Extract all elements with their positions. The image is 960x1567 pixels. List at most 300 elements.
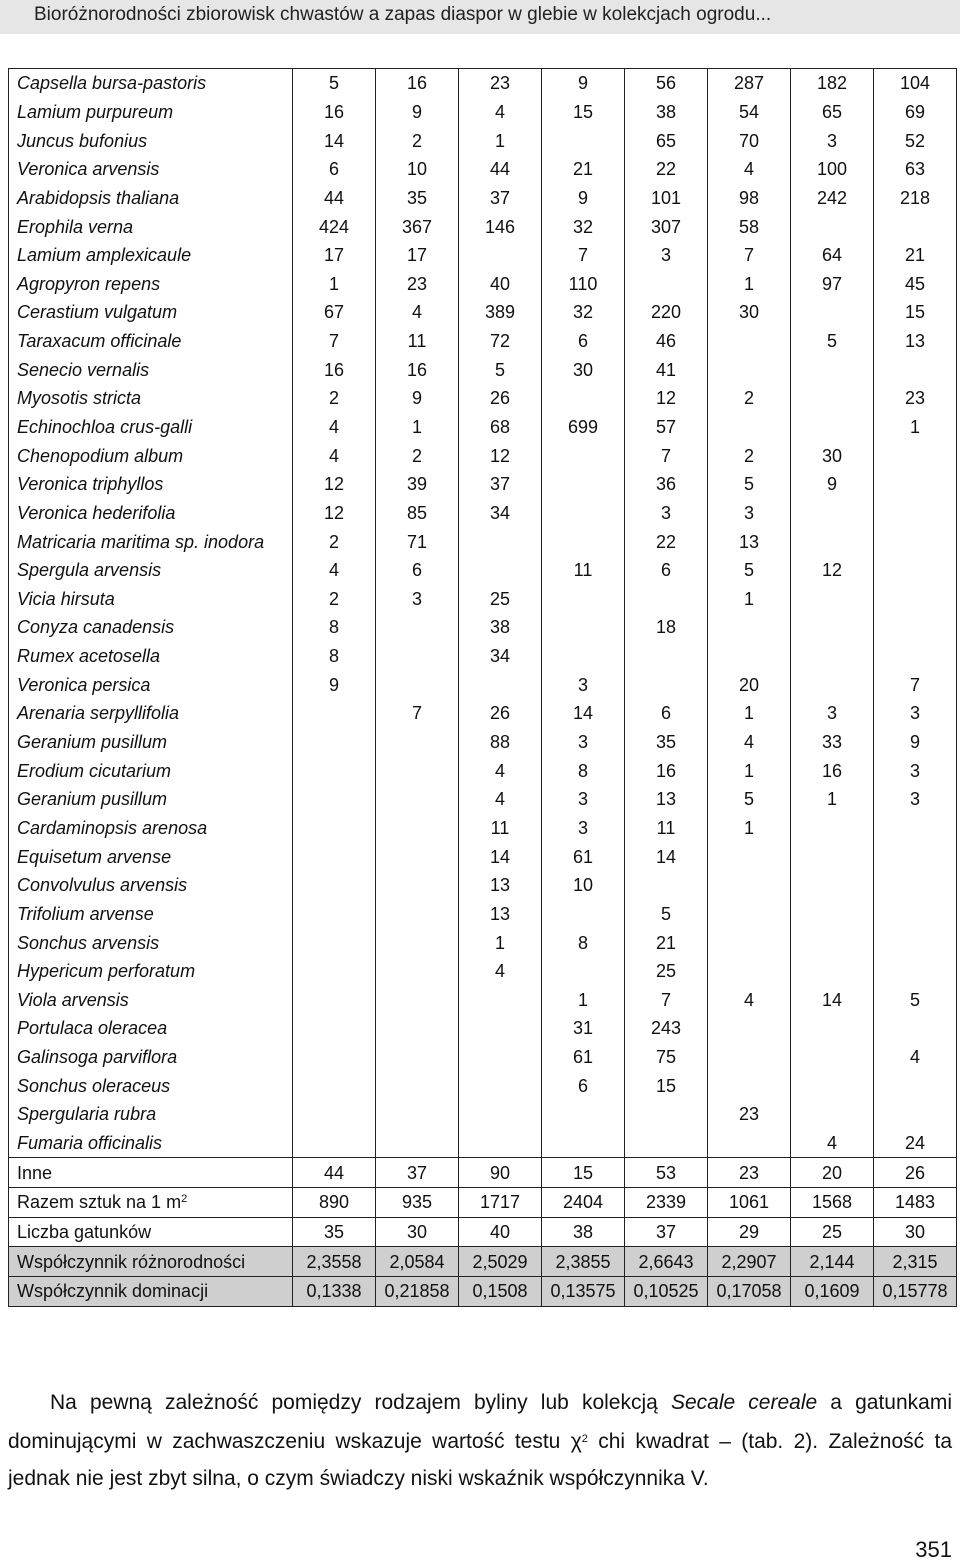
table-row xyxy=(9,1014,957,1043)
value-cell: 424 xyxy=(293,212,376,241)
value-cell: 13 xyxy=(874,327,957,356)
value-cell: 16 xyxy=(376,355,459,384)
species-name-cell: Viola arvensis xyxy=(9,986,293,1015)
value-cell: 37 xyxy=(459,184,542,213)
value-cell: 25 xyxy=(625,957,708,986)
value-cell: 3 xyxy=(874,756,957,785)
value-cell: 58 xyxy=(708,212,791,241)
value-cell: 243 xyxy=(625,1014,708,1043)
species-name-cell: Juncus bufonius xyxy=(9,126,293,155)
value-cell: 63 xyxy=(874,155,957,184)
value-cell: 15 xyxy=(874,298,957,327)
summary-label-cell xyxy=(9,1187,293,1217)
species-name-cell: Arabidopsis thaliana xyxy=(9,184,293,213)
value-cell xyxy=(542,900,625,929)
summary-value-cell: 2,3558 xyxy=(293,1247,376,1277)
value-cell xyxy=(874,585,957,614)
value-cell: 4 xyxy=(791,1129,874,1158)
species-name-cell: Convolvulus arvensis xyxy=(9,871,293,900)
value-cell xyxy=(874,642,957,671)
value-cell xyxy=(874,212,957,241)
summary-value-cell: 2,0584 xyxy=(376,1247,459,1277)
value-cell: 3 xyxy=(542,785,625,814)
summary-row xyxy=(9,1247,957,1277)
value-cell xyxy=(376,1071,459,1100)
value-cell: 52 xyxy=(874,126,957,155)
value-cell: 39 xyxy=(376,470,459,499)
value-cell: 57 xyxy=(625,413,708,442)
value-cell xyxy=(542,441,625,470)
value-cell: 85 xyxy=(376,499,459,528)
value-cell: 182 xyxy=(791,69,874,98)
value-cell: 1 xyxy=(708,269,791,298)
value-cell: 9 xyxy=(542,184,625,213)
value-cell: 3 xyxy=(376,585,459,614)
paragraph-superscript: 2 xyxy=(581,1433,588,1445)
value-cell: 218 xyxy=(874,184,957,213)
value-cell: 21 xyxy=(874,241,957,270)
summary-label: Inne xyxy=(17,1162,53,1183)
value-cell: 64 xyxy=(791,241,874,270)
value-cell xyxy=(791,670,874,699)
value-cell xyxy=(791,871,874,900)
species-name-cell: Veronica triphyllos xyxy=(9,470,293,499)
value-cell xyxy=(542,384,625,413)
species-name-cell: Myosotis stricta xyxy=(9,384,293,413)
value-cell xyxy=(542,470,625,499)
value-cell xyxy=(708,642,791,671)
summary-value-cell: 37 xyxy=(376,1158,459,1188)
value-cell: 72 xyxy=(459,327,542,356)
value-cell: 61 xyxy=(542,1043,625,1072)
value-cell: 699 xyxy=(542,413,625,442)
value-cell xyxy=(791,613,874,642)
value-cell: 104 xyxy=(874,69,957,98)
summary-value-cell: 35 xyxy=(293,1217,376,1247)
table-row xyxy=(9,642,957,671)
value-cell: 3 xyxy=(542,814,625,843)
table-row xyxy=(9,842,957,871)
table-row xyxy=(9,269,957,298)
value-cell: 16 xyxy=(293,98,376,127)
table-row xyxy=(9,441,957,470)
value-cell xyxy=(542,613,625,642)
species-name-cell: Hypericum perforatum xyxy=(9,957,293,986)
value-cell xyxy=(708,1071,791,1100)
value-cell xyxy=(791,527,874,556)
species-name-cell: Agropyron repens xyxy=(9,269,293,298)
value-cell xyxy=(874,1100,957,1129)
value-cell xyxy=(459,1014,542,1043)
value-cell xyxy=(874,499,957,528)
value-cell xyxy=(791,1014,874,1043)
summary-value-cell: 0,1508 xyxy=(459,1276,542,1306)
value-cell xyxy=(376,928,459,957)
value-cell xyxy=(791,1043,874,1072)
summary-value-cell: 0,1609 xyxy=(791,1276,874,1306)
summary-label-superscript: 2 xyxy=(181,1193,188,1206)
value-cell: 13 xyxy=(625,785,708,814)
running-header xyxy=(0,0,960,34)
value-cell: 14 xyxy=(791,986,874,1015)
value-cell: 1 xyxy=(708,699,791,728)
summary-value-cell: 2,315 xyxy=(874,1247,957,1277)
value-cell xyxy=(293,1014,376,1043)
value-cell: 23 xyxy=(376,269,459,298)
value-cell xyxy=(542,527,625,556)
table-row xyxy=(9,126,957,155)
value-cell: 4 xyxy=(459,785,542,814)
value-cell: 10 xyxy=(376,155,459,184)
value-cell xyxy=(791,1071,874,1100)
value-cell xyxy=(791,900,874,929)
table-row xyxy=(9,1043,957,1072)
value-cell: 75 xyxy=(625,1043,708,1072)
value-cell xyxy=(874,957,957,986)
value-cell: 34 xyxy=(459,642,542,671)
value-cell xyxy=(874,355,957,384)
table-row xyxy=(9,69,957,98)
value-cell: 4 xyxy=(708,728,791,757)
value-cell xyxy=(791,413,874,442)
value-cell: 31 xyxy=(542,1014,625,1043)
value-cell: 6 xyxy=(542,327,625,356)
value-cell: 4 xyxy=(708,155,791,184)
value-cell: 7 xyxy=(625,441,708,470)
value-cell: 23 xyxy=(708,1100,791,1129)
value-cell: 15 xyxy=(625,1071,708,1100)
value-cell: 22 xyxy=(625,527,708,556)
summary-value-cell: 29 xyxy=(708,1217,791,1247)
value-cell xyxy=(708,871,791,900)
species-name-cell: Vicia hirsuta xyxy=(9,585,293,614)
value-cell xyxy=(791,957,874,986)
value-cell xyxy=(874,470,957,499)
value-cell: 38 xyxy=(625,98,708,127)
value-cell: 26 xyxy=(459,699,542,728)
value-cell: 70 xyxy=(708,126,791,155)
value-cell: 389 xyxy=(459,298,542,327)
value-cell: 30 xyxy=(542,355,625,384)
value-cell xyxy=(459,1043,542,1072)
table-row xyxy=(9,814,957,843)
value-cell: 5 xyxy=(293,69,376,98)
value-cell xyxy=(625,642,708,671)
summary-value-cell: 2,6643 xyxy=(625,1247,708,1277)
value-cell: 242 xyxy=(791,184,874,213)
value-cell xyxy=(625,585,708,614)
species-name-cell: Lamium purpureum xyxy=(9,98,293,127)
value-cell: 34 xyxy=(459,499,542,528)
value-cell: 17 xyxy=(293,241,376,270)
value-cell: 30 xyxy=(708,298,791,327)
value-cell: 21 xyxy=(542,155,625,184)
value-cell: 4 xyxy=(293,413,376,442)
summary-value-cell: 1568 xyxy=(791,1187,874,1217)
value-cell: 110 xyxy=(542,269,625,298)
species-name-cell: Sonchus arvensis xyxy=(9,928,293,957)
value-cell xyxy=(874,613,957,642)
value-cell xyxy=(459,1071,542,1100)
summary-value-cell: 2,5029 xyxy=(459,1247,542,1277)
value-cell: 2 xyxy=(708,441,791,470)
summary-label-cell xyxy=(9,1158,293,1188)
table-row xyxy=(9,728,957,757)
value-cell: 24 xyxy=(874,1129,957,1158)
value-cell: 287 xyxy=(708,69,791,98)
table-row xyxy=(9,900,957,929)
value-cell xyxy=(293,1043,376,1072)
value-cell xyxy=(293,957,376,986)
species-name-cell: Cerastium vulgatum xyxy=(9,298,293,327)
value-cell: 38 xyxy=(459,613,542,642)
value-cell: 26 xyxy=(459,384,542,413)
value-cell xyxy=(376,785,459,814)
value-cell: 23 xyxy=(874,384,957,413)
species-name-cell: Cardaminopsis arenosa xyxy=(9,814,293,843)
table-row xyxy=(9,527,957,556)
value-cell: 5 xyxy=(708,470,791,499)
value-cell xyxy=(708,957,791,986)
value-cell xyxy=(376,957,459,986)
value-cell: 2 xyxy=(293,527,376,556)
species-name-cell: Geranium pusillum xyxy=(9,785,293,814)
species-name-cell: Veronica persica xyxy=(9,670,293,699)
value-cell: 3 xyxy=(625,499,708,528)
species-name-cell: Echinochloa crus-galli xyxy=(9,413,293,442)
value-cell: 5 xyxy=(791,327,874,356)
summary-value-cell: 40 xyxy=(459,1217,542,1247)
value-cell: 9 xyxy=(293,670,376,699)
summary-value-cell: 20 xyxy=(791,1158,874,1188)
value-cell: 30 xyxy=(791,441,874,470)
value-cell: 100 xyxy=(791,155,874,184)
table-row xyxy=(9,785,957,814)
value-cell: 16 xyxy=(376,69,459,98)
value-cell: 1 xyxy=(791,785,874,814)
table-row xyxy=(9,670,957,699)
species-name-cell: Conyza canadensis xyxy=(9,613,293,642)
summary-row xyxy=(9,1158,957,1188)
value-cell xyxy=(708,327,791,356)
value-cell: 307 xyxy=(625,212,708,241)
summary-value-cell: 38 xyxy=(542,1217,625,1247)
value-cell xyxy=(791,298,874,327)
body-paragraph xyxy=(8,1384,952,1497)
value-cell xyxy=(791,928,874,957)
value-cell: 6 xyxy=(625,556,708,585)
value-cell: 1 xyxy=(708,814,791,843)
summary-value-cell: 2,3855 xyxy=(542,1247,625,1277)
value-cell: 4 xyxy=(708,986,791,1015)
value-cell: 4 xyxy=(459,756,542,785)
value-cell xyxy=(625,1100,708,1129)
species-name-cell: Lamium amplexicaule xyxy=(9,241,293,270)
value-cell xyxy=(293,1129,376,1158)
value-cell: 2 xyxy=(708,384,791,413)
value-cell: 220 xyxy=(625,298,708,327)
value-cell xyxy=(293,928,376,957)
table-row xyxy=(9,355,957,384)
value-cell: 2 xyxy=(293,585,376,614)
value-cell: 13 xyxy=(459,900,542,929)
summary-label-cell xyxy=(9,1247,293,1277)
running-header-title: Bioróżnorodności zbiorowisk chwastów a zapas diaspor w glebie w kolekcjach ogrodu... xyxy=(34,4,772,25)
species-name-cell: Veronica hederifolia xyxy=(9,499,293,528)
species-name-cell: Arenaria serpyllifolia xyxy=(9,699,293,728)
value-cell: 10 xyxy=(542,871,625,900)
species-name-cell: Fumaria officinalis xyxy=(9,1129,293,1158)
table-row xyxy=(9,1100,957,1129)
table-row xyxy=(9,413,957,442)
value-cell xyxy=(542,957,625,986)
value-cell: 7 xyxy=(708,241,791,270)
value-cell xyxy=(459,241,542,270)
value-cell: 11 xyxy=(625,814,708,843)
summary-value-cell: 935 xyxy=(376,1187,459,1217)
value-cell xyxy=(542,585,625,614)
value-cell: 101 xyxy=(625,184,708,213)
value-cell: 68 xyxy=(459,413,542,442)
value-cell: 46 xyxy=(625,327,708,356)
summary-value-cell: 0,15778 xyxy=(874,1276,957,1306)
value-cell: 1 xyxy=(293,269,376,298)
value-cell xyxy=(625,871,708,900)
value-cell xyxy=(376,1129,459,1158)
value-cell: 67 xyxy=(293,298,376,327)
summary-value-cell: 1483 xyxy=(874,1187,957,1217)
table-row xyxy=(9,957,957,986)
summary-value-cell: 15 xyxy=(542,1158,625,1188)
table-row xyxy=(9,1071,957,1100)
value-cell xyxy=(874,441,957,470)
value-cell xyxy=(542,499,625,528)
species-name-cell: Capsella bursa-pastoris xyxy=(9,69,293,98)
summary-value-cell: 53 xyxy=(625,1158,708,1188)
value-cell: 12 xyxy=(293,470,376,499)
value-cell: 6 xyxy=(542,1071,625,1100)
summary-label: Razem sztuk na 1 m xyxy=(17,1192,182,1213)
value-cell: 16 xyxy=(625,756,708,785)
value-cell: 8 xyxy=(542,756,625,785)
value-cell: 1 xyxy=(874,413,957,442)
summary-label-cell xyxy=(9,1276,293,1306)
value-cell xyxy=(376,900,459,929)
value-cell: 3 xyxy=(625,241,708,270)
value-cell xyxy=(791,212,874,241)
value-cell xyxy=(376,842,459,871)
species-table xyxy=(8,68,957,1307)
value-cell xyxy=(542,126,625,155)
value-cell: 14 xyxy=(293,126,376,155)
value-cell xyxy=(708,413,791,442)
value-cell xyxy=(293,900,376,929)
value-cell xyxy=(791,642,874,671)
value-cell: 37 xyxy=(459,470,542,499)
value-cell: 14 xyxy=(542,699,625,728)
species-name-cell: Erophila verna xyxy=(9,212,293,241)
value-cell xyxy=(293,871,376,900)
table-row xyxy=(9,499,957,528)
value-cell xyxy=(874,928,957,957)
summary-value-cell: 1717 xyxy=(459,1187,542,1217)
summary-value-cell: 2339 xyxy=(625,1187,708,1217)
value-cell xyxy=(376,814,459,843)
summary-value-cell: 2,2907 xyxy=(708,1247,791,1277)
summary-row xyxy=(9,1276,957,1306)
table-row xyxy=(9,155,957,184)
table-row xyxy=(9,327,957,356)
value-cell: 45 xyxy=(874,269,957,298)
value-cell xyxy=(708,613,791,642)
value-cell: 15 xyxy=(542,98,625,127)
value-cell xyxy=(625,269,708,298)
paragraph-text-2: a gatunkami dominującymi w zachwaszczeniu wskazuje wartość testu χ xyxy=(8,1391,952,1453)
value-cell xyxy=(459,1129,542,1158)
value-cell: 2 xyxy=(376,126,459,155)
summary-row xyxy=(9,1187,957,1217)
value-cell: 3 xyxy=(542,670,625,699)
table-row xyxy=(9,184,957,213)
value-cell: 14 xyxy=(625,842,708,871)
value-cell: 4 xyxy=(874,1043,957,1072)
value-cell: 35 xyxy=(376,184,459,213)
value-cell xyxy=(791,814,874,843)
value-cell: 12 xyxy=(625,384,708,413)
value-cell: 9 xyxy=(791,470,874,499)
value-cell: 367 xyxy=(376,212,459,241)
value-cell: 1 xyxy=(459,928,542,957)
species-name-cell: Portulaca oleracea xyxy=(9,1014,293,1043)
value-cell: 56 xyxy=(625,69,708,98)
summary-value-cell: 26 xyxy=(874,1158,957,1188)
paragraph-text-3: chi kwadrat – (tab. 2). Zależność ta jednak nie jest zbyt silna, o czym świadczy niski wskaźnik współczynnika V. xyxy=(8,1430,952,1490)
value-cell: 8 xyxy=(293,642,376,671)
value-cell: 21 xyxy=(625,928,708,957)
page-number: 351 xyxy=(915,1537,952,1562)
value-cell: 8 xyxy=(293,613,376,642)
value-cell: 1 xyxy=(542,986,625,1015)
value-cell: 3 xyxy=(791,126,874,155)
value-cell: 3 xyxy=(791,699,874,728)
value-cell xyxy=(708,1043,791,1072)
value-cell: 44 xyxy=(459,155,542,184)
value-cell: 8 xyxy=(542,928,625,957)
value-cell: 1 xyxy=(459,126,542,155)
value-cell: 7 xyxy=(542,241,625,270)
species-name-cell: Chenopodium album xyxy=(9,441,293,470)
value-cell: 4 xyxy=(376,298,459,327)
table-row xyxy=(9,986,957,1015)
value-cell xyxy=(459,556,542,585)
value-cell: 69 xyxy=(874,98,957,127)
value-cell: 6 xyxy=(625,699,708,728)
table-row xyxy=(9,212,957,241)
species-name-cell: Veronica arvensis xyxy=(9,155,293,184)
value-cell xyxy=(376,728,459,757)
summary-label: Współczynnik różnorodności xyxy=(17,1251,246,1272)
value-cell: 4 xyxy=(293,441,376,470)
value-cell: 5 xyxy=(625,900,708,929)
table-row xyxy=(9,613,957,642)
summary-value-cell: 44 xyxy=(293,1158,376,1188)
value-cell: 3 xyxy=(874,699,957,728)
value-cell: 3 xyxy=(708,499,791,528)
value-cell xyxy=(791,355,874,384)
value-cell: 12 xyxy=(459,441,542,470)
summary-value-cell: 0,17058 xyxy=(708,1276,791,1306)
value-cell: 12 xyxy=(293,499,376,528)
